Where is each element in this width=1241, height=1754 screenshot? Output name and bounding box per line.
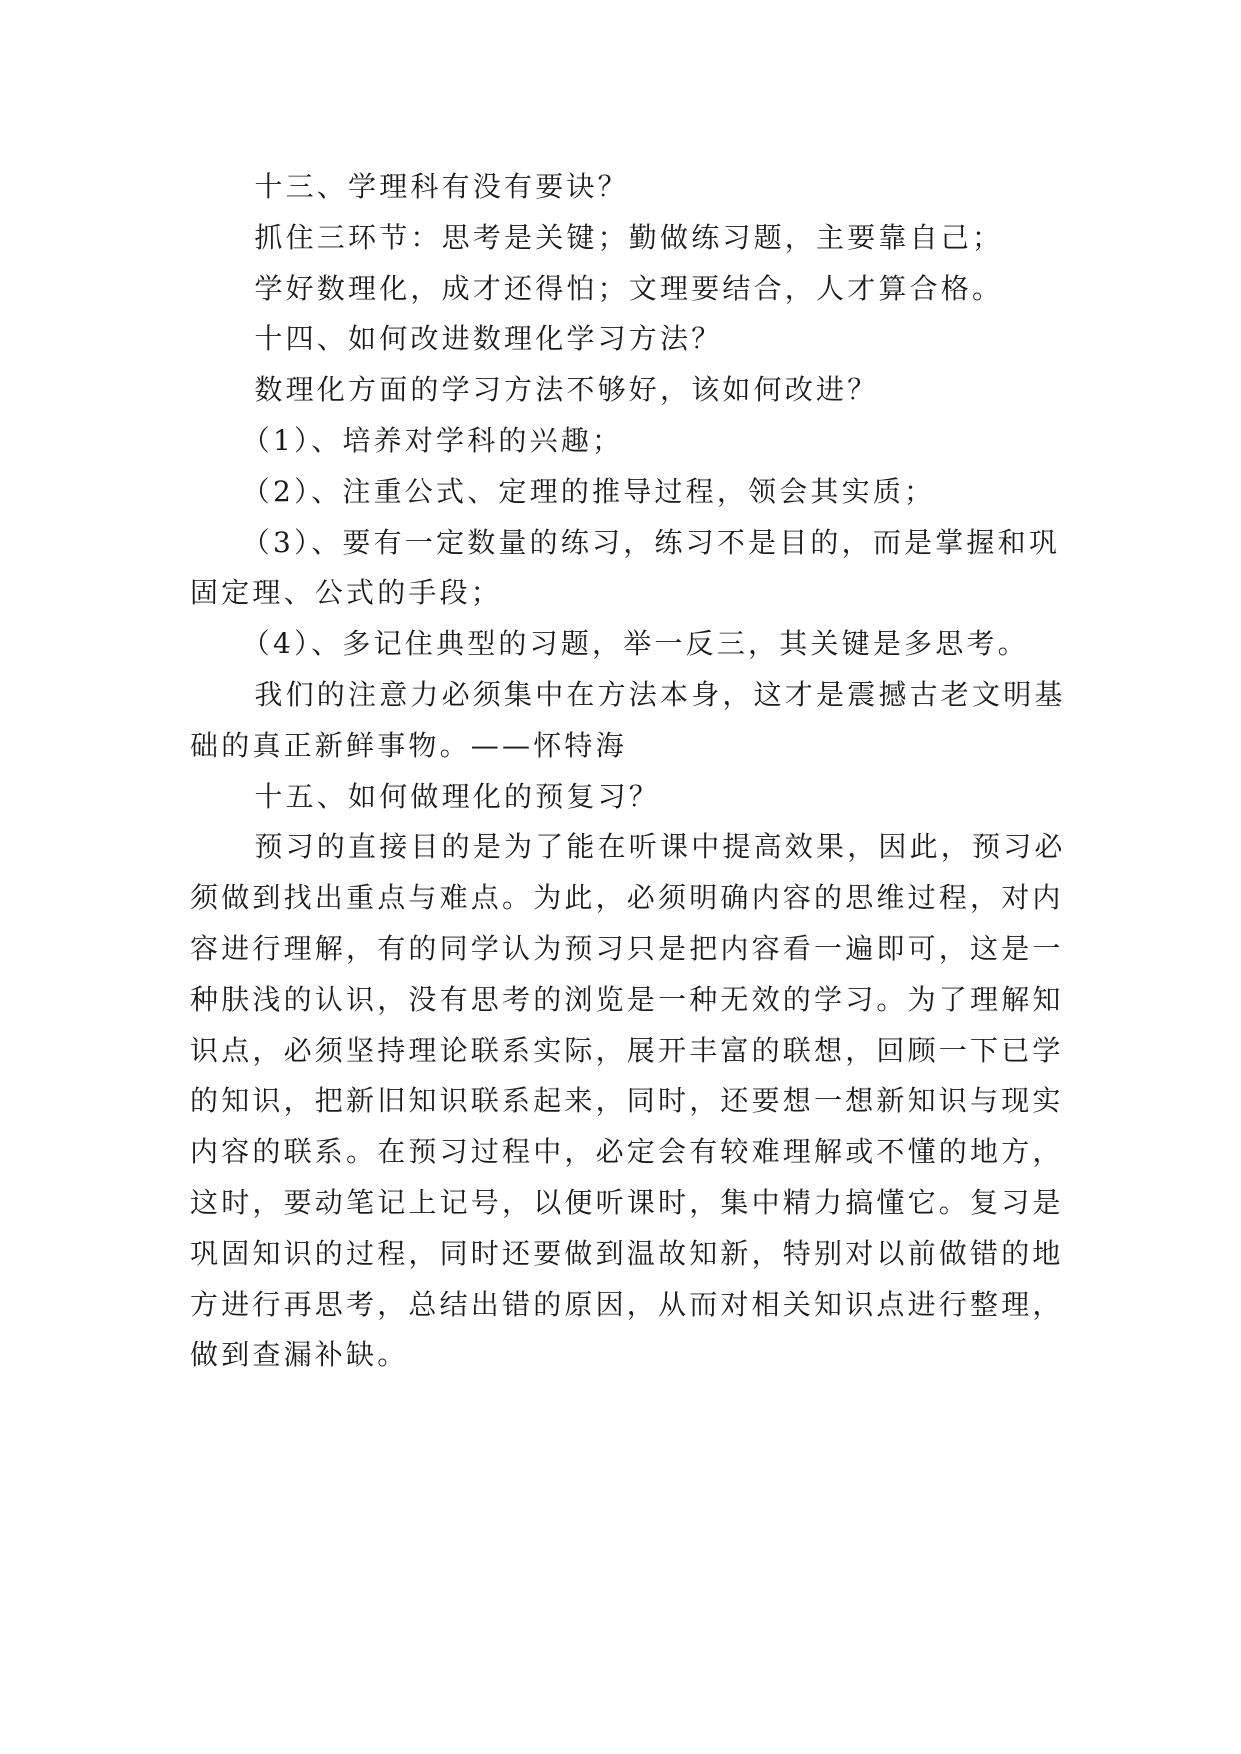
text-line: （2）、注重公式、定理的推导过程，领会其实质；: [241, 474, 936, 508]
document-body: [190, 162, 1070, 1381]
paragraph-rhyme-1: [190, 213, 1070, 264]
paragraph-question: [190, 365, 1070, 416]
list-item-4: [190, 619, 1070, 670]
text-line: （1）、培养对学科的兴趣；: [241, 423, 624, 457]
list-item-1: [190, 416, 1070, 467]
paragraph-body: 预习的直接目的是为了能在听课中提高效果，因此，预习必须做到找出重点与难点。为此，必须明确内容的思维过程，对内容进行理解，有的同学认为预习只是把内容看一遍即可，这是一种肤浅的认识，没有思考的浏览是一种无效的学习。为了理解知识点，必须坚持理论联系实际，展开丰富的联想，回顾一下已学的知识，把新旧知识联系起来，同时，还要想一想新知识与现实内容的联系。在预习过程中，必定会有较难理解或不懂的地方，这时，要动笔记上记号，以便听课时，集中精力搞懂它。复习是巩固知识的过程，同时还要做到温故知新，特别对以前做错的地方进行再思考，总结出错的原因，从而对相关知识点进行整理，做到查漏补缺。: [190, 830, 1066, 1372]
section-heading-13: [190, 162, 1070, 213]
text-line: （4）、多记住典型的习题，举一反三，其关键是多思考。: [241, 627, 1029, 661]
list-item-2: [190, 467, 1070, 518]
section-heading-15: [190, 772, 1070, 823]
text-line: 抓住三环节：思考是关键；勤做练习题，主要靠自己；: [254, 220, 1004, 254]
text-line: 十四、如何改进数理化学习方法？: [254, 322, 723, 356]
text-line: 十五、如何做理化的预复习？: [254, 779, 660, 813]
paragraph-rhyme-2: [190, 264, 1070, 315]
section-heading-14: [190, 314, 1070, 365]
text-line: 十三、学理科有没有要诀？: [254, 170, 629, 203]
quote-paragraph: 我们的注意力必须集中在方法本身，这才是震撼古老文明基础的真正新鲜事物。——怀特海: [190, 677, 1066, 762]
text-line: 数理化方面的学习方法不够好，该如何改进？: [254, 373, 879, 407]
text-line: 学好数理化，成才还得怕；文理要结合，人才算合格。: [254, 271, 1004, 305]
list-item-3: （3）、要有一定数量的练习，练习不是目的，而是掌握和巩固定理、公式的手段；: [190, 525, 1061, 610]
